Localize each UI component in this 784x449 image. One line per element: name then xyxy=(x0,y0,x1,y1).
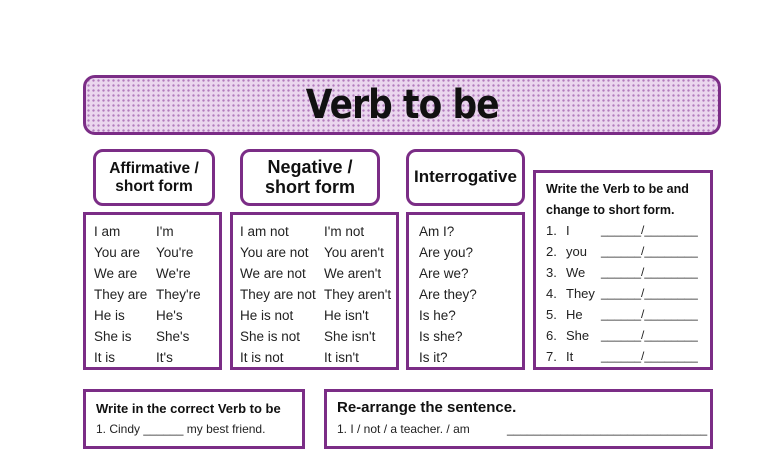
correct-verb-exercise xyxy=(83,389,305,449)
full-form: It is not xyxy=(240,350,284,365)
full-form: I am not xyxy=(240,224,289,239)
table-row xyxy=(86,224,219,244)
item-number: 2. xyxy=(546,244,557,259)
item-number: 7. xyxy=(546,349,557,364)
answer-blank[interactable]: ______/________ xyxy=(601,244,698,258)
table-row xyxy=(86,245,219,265)
item-number: 4. xyxy=(546,286,557,301)
table-row xyxy=(233,329,396,349)
question-form: Are they? xyxy=(419,287,477,302)
interrogative-heading-box xyxy=(406,149,525,206)
interrogative-table xyxy=(406,212,525,370)
table-row xyxy=(86,287,219,307)
full-form: It is xyxy=(94,350,116,365)
table-row xyxy=(409,266,522,286)
table-row xyxy=(233,224,396,244)
full-form: You are xyxy=(94,245,141,260)
full-form: I am xyxy=(94,224,121,239)
table-row xyxy=(233,245,396,265)
full-form: They are xyxy=(94,287,148,302)
interrogative-heading: Interrogative xyxy=(414,167,517,187)
table-row xyxy=(233,350,396,370)
full-form: She is xyxy=(94,329,132,344)
exercise-title-line2: change to short form. xyxy=(546,203,675,217)
short-form: You're xyxy=(156,245,194,260)
table-row xyxy=(409,245,522,265)
table-row xyxy=(86,329,219,349)
short-form: He's xyxy=(156,308,183,323)
item-pronoun: I xyxy=(566,223,570,238)
answer-blank[interactable]: ______/________ xyxy=(601,328,698,342)
short-form: They aren't xyxy=(324,287,392,302)
item-number: 6. xyxy=(546,328,557,343)
item-pronoun: He xyxy=(566,307,583,322)
question-form: Are you? xyxy=(419,245,474,260)
exercise-item[interactable]: 1. Cindy ______ my best friend. xyxy=(96,422,266,436)
item-number: 3. xyxy=(546,265,557,280)
full-form: He is not xyxy=(240,308,294,323)
question-form: Is she? xyxy=(419,329,463,344)
short-form: We're xyxy=(156,266,191,281)
table-row xyxy=(409,224,522,244)
title-banner xyxy=(83,75,721,135)
answer-blank[interactable]: ______/________ xyxy=(601,265,698,279)
answer-blank[interactable]: ______________________________ xyxy=(507,422,708,436)
full-form: You are not xyxy=(240,245,309,260)
short-form: They're xyxy=(156,287,201,302)
table-row xyxy=(86,308,219,328)
short-form: We aren't xyxy=(324,266,382,281)
question-form: Am I? xyxy=(419,224,455,239)
short-form: She isn't xyxy=(324,329,376,344)
answer-blank[interactable]: ______/________ xyxy=(601,349,698,363)
item-number: 5. xyxy=(546,307,557,322)
item-pronoun: They xyxy=(566,286,595,301)
short-form-exercise xyxy=(533,170,713,370)
exercise-title: Re-arrange the sentence. xyxy=(337,399,517,416)
table-row xyxy=(86,350,219,370)
table-row xyxy=(409,287,522,307)
answer-blank[interactable]: ______/________ xyxy=(601,307,698,321)
item-prompt: 1. I / not / a teacher. / am xyxy=(337,422,470,436)
negative-heading: Negative / short form xyxy=(265,156,355,197)
full-form: He is xyxy=(94,308,125,323)
full-form: She is not xyxy=(240,329,301,344)
question-form: Is it? xyxy=(419,350,448,365)
affirmative-heading: Affirmative / short form xyxy=(109,160,199,195)
short-form: He isn't xyxy=(324,308,369,323)
item-pronoun: you xyxy=(566,244,587,259)
negative-heading-box xyxy=(240,149,380,206)
affirmative-heading-box xyxy=(93,149,215,206)
affirmative-table xyxy=(83,212,222,370)
exercise-title-line1: Write the Verb to be and xyxy=(546,182,689,196)
table-row xyxy=(233,308,396,328)
negative-table xyxy=(230,212,399,370)
answer-blank[interactable]: ______/________ xyxy=(601,286,698,300)
full-form: We are xyxy=(94,266,138,281)
short-form: She's xyxy=(156,329,190,344)
short-form: I'm xyxy=(156,224,174,239)
item-number: 1. xyxy=(546,223,557,238)
table-row xyxy=(409,329,522,349)
exercise-item xyxy=(337,422,708,436)
short-form: I'm not xyxy=(324,224,365,239)
table-row xyxy=(233,266,396,286)
full-form: They are not xyxy=(240,287,316,302)
exercise-title: Write in the correct Verb to be xyxy=(96,401,281,416)
item-pronoun: It xyxy=(566,349,574,364)
item-pronoun: She xyxy=(566,328,590,343)
table-row xyxy=(233,287,396,307)
question-form: Are we? xyxy=(419,266,469,281)
short-form: It's xyxy=(156,350,173,365)
answer-blank[interactable]: ______/________ xyxy=(601,223,698,237)
question-form: Is he? xyxy=(419,308,456,323)
table-row xyxy=(409,308,522,328)
full-form: We are not xyxy=(240,266,306,281)
short-form: You aren't xyxy=(324,245,384,260)
table-row xyxy=(86,266,219,286)
rearrange-exercise xyxy=(324,389,713,449)
short-form: It isn't xyxy=(324,350,359,365)
page-title: Verb to be xyxy=(305,82,499,128)
item-pronoun: We xyxy=(566,265,586,280)
table-row xyxy=(409,350,522,370)
